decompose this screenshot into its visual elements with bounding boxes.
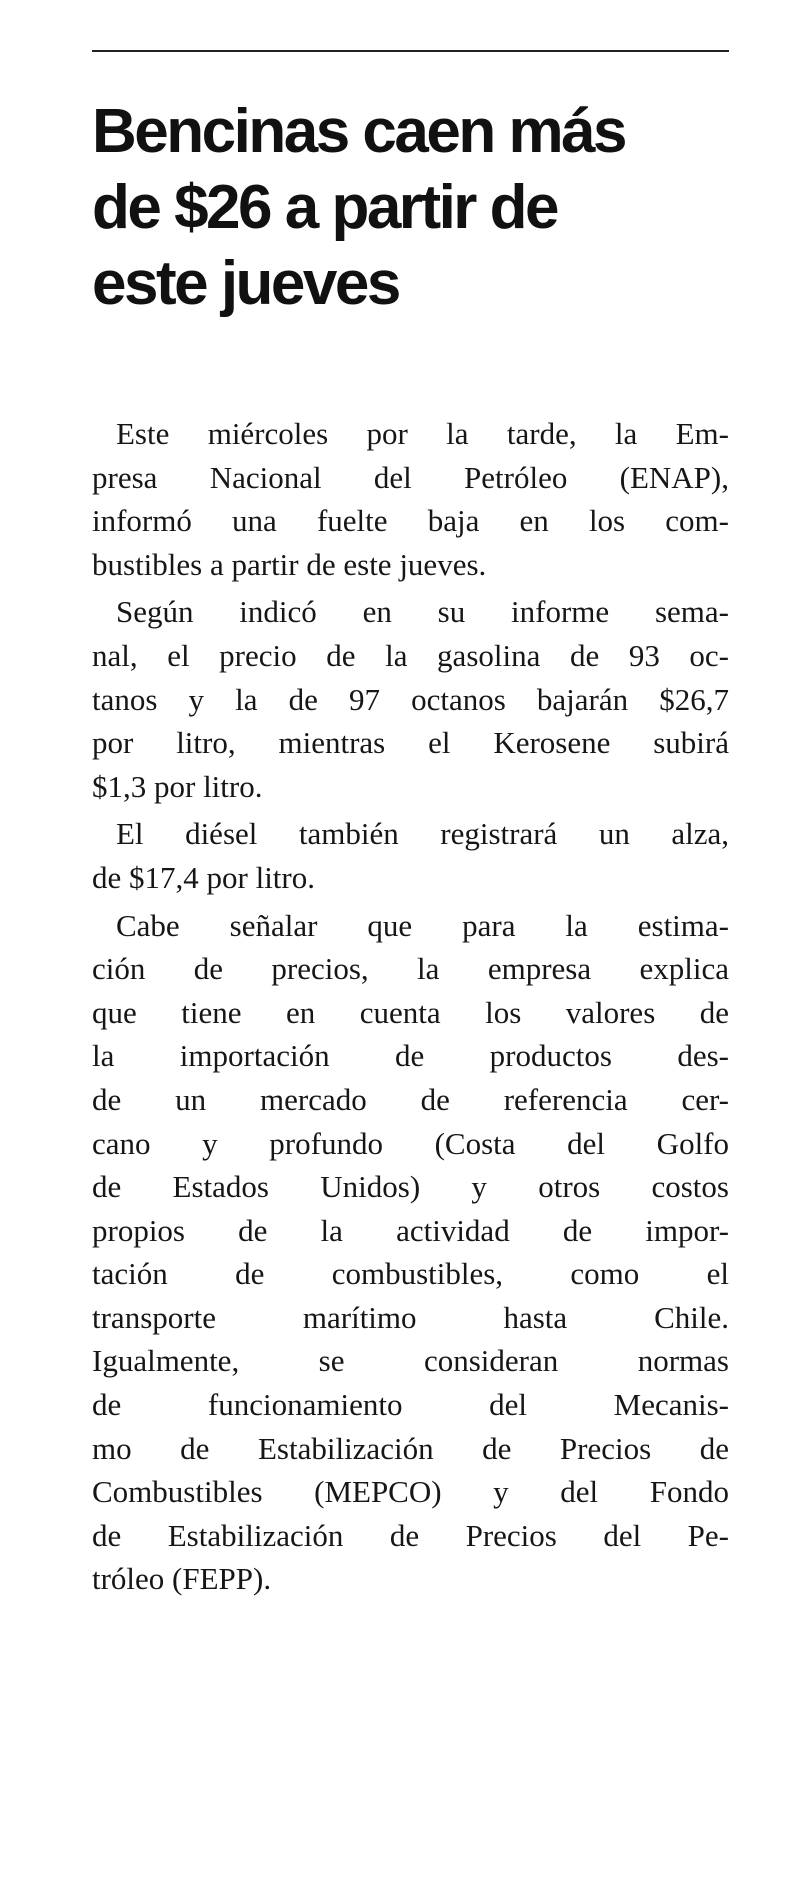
paragraph-line: Igualmente, se consideran normas	[92, 1343, 729, 1379]
paragraph-line: El diésel también registrará un alza,	[116, 816, 729, 852]
paragraph-line: de $17,4 por litro.	[92, 859, 315, 895]
paragraph-line: presa Nacional del Petróleo (ENAP),	[92, 459, 729, 495]
paragraph-line: propios de la actividad de impor-	[92, 1212, 729, 1248]
paragraph-line: tanos y la de 97 octanos bajarán $26,7	[92, 681, 729, 717]
paragraph-line: la importación de productos des-	[92, 1038, 729, 1074]
paragraph-line: bustibles a partir de este jueves.	[92, 546, 487, 582]
article-paragraph	[92, 412, 729, 586]
headline-line: este jueves	[92, 249, 399, 318]
paragraph-line: cano y profundo (Costa del Golfo	[92, 1125, 729, 1161]
top-rule	[92, 50, 729, 52]
headline	[92, 94, 752, 322]
paragraph-line: de funcionamiento del Mecanis-	[92, 1387, 729, 1423]
article-paragraph	[92, 590, 729, 808]
paragraph-line: mo de Estabilización de Precios de	[92, 1430, 729, 1466]
paragraph-line: Este miércoles por la tarde, la Em-	[116, 416, 729, 451]
headline-line: de $26 a partir de	[92, 173, 558, 242]
headline-line: Bencinas caen más	[92, 97, 626, 166]
paragraph-line: informó una fuelte baja en los com-	[92, 503, 729, 539]
paragraph-line: ción de precios, la empresa explica	[92, 951, 729, 987]
paragraph-line: nal, el precio de la gasolina de 93 oc-	[92, 637, 729, 673]
article-paragraph	[92, 904, 729, 1602]
paragraph-line: tación de combustibles, como el	[92, 1256, 729, 1292]
paragraph-line: transporte marítimo hasta Chile.	[92, 1299, 729, 1335]
paragraph-line: $1,3 por litro.	[92, 768, 263, 804]
paragraph-line: por litro, mientras el Kerosene subirá	[92, 725, 729, 761]
paragraph-line: que tiene en cuenta los valores de	[92, 994, 729, 1030]
paragraph-line: de Estabilización de Precios del Pe-	[92, 1517, 729, 1553]
paragraph-line: tróleo (FEPP).	[92, 1561, 272, 1597]
paragraph-line: de un mercado de referencia cer-	[92, 1081, 729, 1117]
article-paragraph	[92, 812, 729, 899]
paragraph-line: Cabe señalar que para la estima-	[116, 907, 729, 943]
paragraph-line: Combustibles (MEPCO) y del Fondo	[92, 1474, 729, 1510]
paragraph-line: de Estados Unidos) y otros costos	[92, 1169, 729, 1205]
paragraph-line: Según indicó en su informe sema-	[116, 594, 729, 630]
article-body	[92, 412, 729, 1605]
